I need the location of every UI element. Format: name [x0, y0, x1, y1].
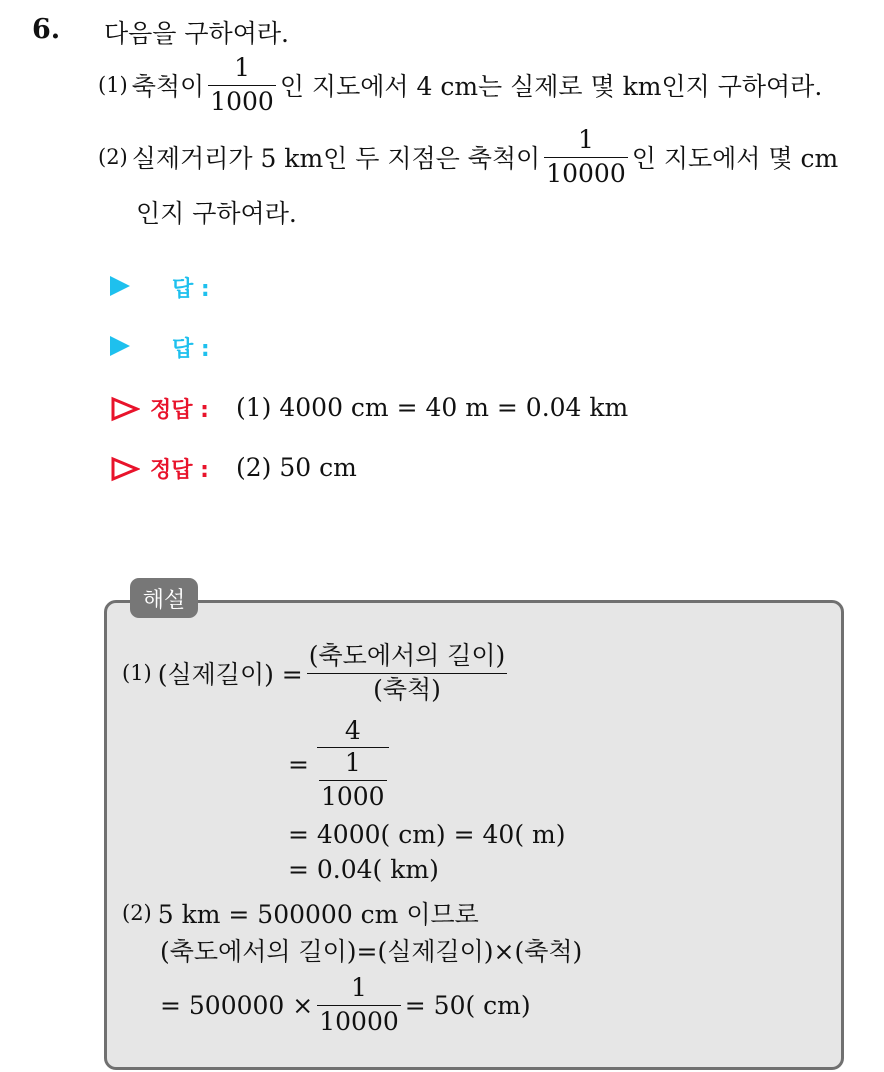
answer-key-2-value: (2) 50 cm [236, 453, 357, 482]
answer-key-1-arrow-icon [110, 396, 140, 422]
explanation-step-2-denominator [317, 747, 389, 810]
question-part-2 [98, 126, 838, 188]
part-1-fraction-numerator: 1 [234, 53, 250, 83]
part-1-mark: (1) [98, 73, 128, 97]
part-2-text-c: 인지 구하여라. [136, 199, 297, 228]
explanation-part-2-fraction [317, 975, 401, 1035]
part-1-text-a: 축척이 [131, 72, 205, 101]
explanation-part-2-numerator: 1 [351, 973, 367, 1003]
explanation-part-1-lhs: (실제길이) = [157, 660, 303, 689]
explanation-step-2-inner-denominator: 1000 [320, 781, 385, 811]
explanation-step-2-equals: = [288, 749, 309, 779]
explanation-part-1-mark: (1) [122, 661, 152, 685]
explanation-part-2-denominator: 10000 [319, 1006, 399, 1036]
explanation-step-2-numerator: 4 [344, 716, 361, 746]
explanation-part-2-line-2: (축도에서의 길이)=(실제길이)×(축척) [160, 937, 583, 966]
part-1-text-b: 인 지도에서 4 cm는 실제로 몇 km인지 구하여라. [279, 72, 823, 101]
part-2-text-a: 실제거리가 5 km인 두 지점은 축척이 [131, 144, 541, 173]
explanation-part-2-line-1 [122, 895, 479, 931]
explanation-part-1-numerator: (축도에서의 길이) [308, 641, 506, 671]
answer-key-1-value: (1) 4000 cm = 40 m = 0.04 km [236, 393, 629, 422]
explanation-step-2-fraction [317, 718, 389, 810]
question-part-1 [98, 54, 822, 116]
part-1-fraction [208, 55, 276, 115]
answer-key-2-arrow-icon [110, 456, 140, 482]
answer-key-2-label: 정답 : [150, 458, 209, 483]
explanation-tag: 해설 [130, 578, 198, 618]
answer-1-label: 답 : [172, 277, 210, 302]
answer-1-arrow-icon [110, 276, 130, 296]
explanation-part-1-line [122, 636, 511, 710]
part-2-text-b: 인 지도에서 몇 cm [631, 144, 839, 173]
explanation-step-2-inner-numerator: 1 [344, 748, 361, 778]
part-2-fraction [544, 127, 628, 187]
explanation-part-1-denominator: (축척) [307, 673, 508, 703]
question-prompt: 다음을 구하여라. [104, 19, 289, 48]
question-number: 6. [32, 14, 61, 45]
explanation-part-2-text-3b: = 50( cm) [404, 990, 531, 1020]
explanation-step-3: = 4000( cm) = 40( m) [288, 820, 566, 849]
explanation-part-2-text-3a: = 500000 × [160, 990, 314, 1020]
explanation-step-4: = 0.04( km) [288, 855, 439, 884]
explanation-step-2-inner-fraction [319, 750, 387, 810]
explanation-part-2-line-3 [160, 970, 531, 1040]
answer-2-arrow-icon [110, 336, 130, 356]
explanation-part-2-text-1: 5 km = 500000 cm 이므로 [157, 900, 479, 929]
explanation-step-2 [288, 714, 393, 814]
part-2-fraction-numerator: 1 [578, 125, 594, 155]
answer-key-1-label: 정답 : [150, 398, 209, 423]
part-2-fraction-denominator: 10000 [546, 158, 626, 188]
part-1-fraction-denominator: 1000 [210, 86, 274, 116]
explanation-part-1-fraction [307, 643, 508, 703]
explanation-part-2-mark: (2) [122, 901, 152, 925]
answer-2-label: 답 : [172, 337, 210, 362]
part-2-mark: (2) [98, 145, 128, 169]
